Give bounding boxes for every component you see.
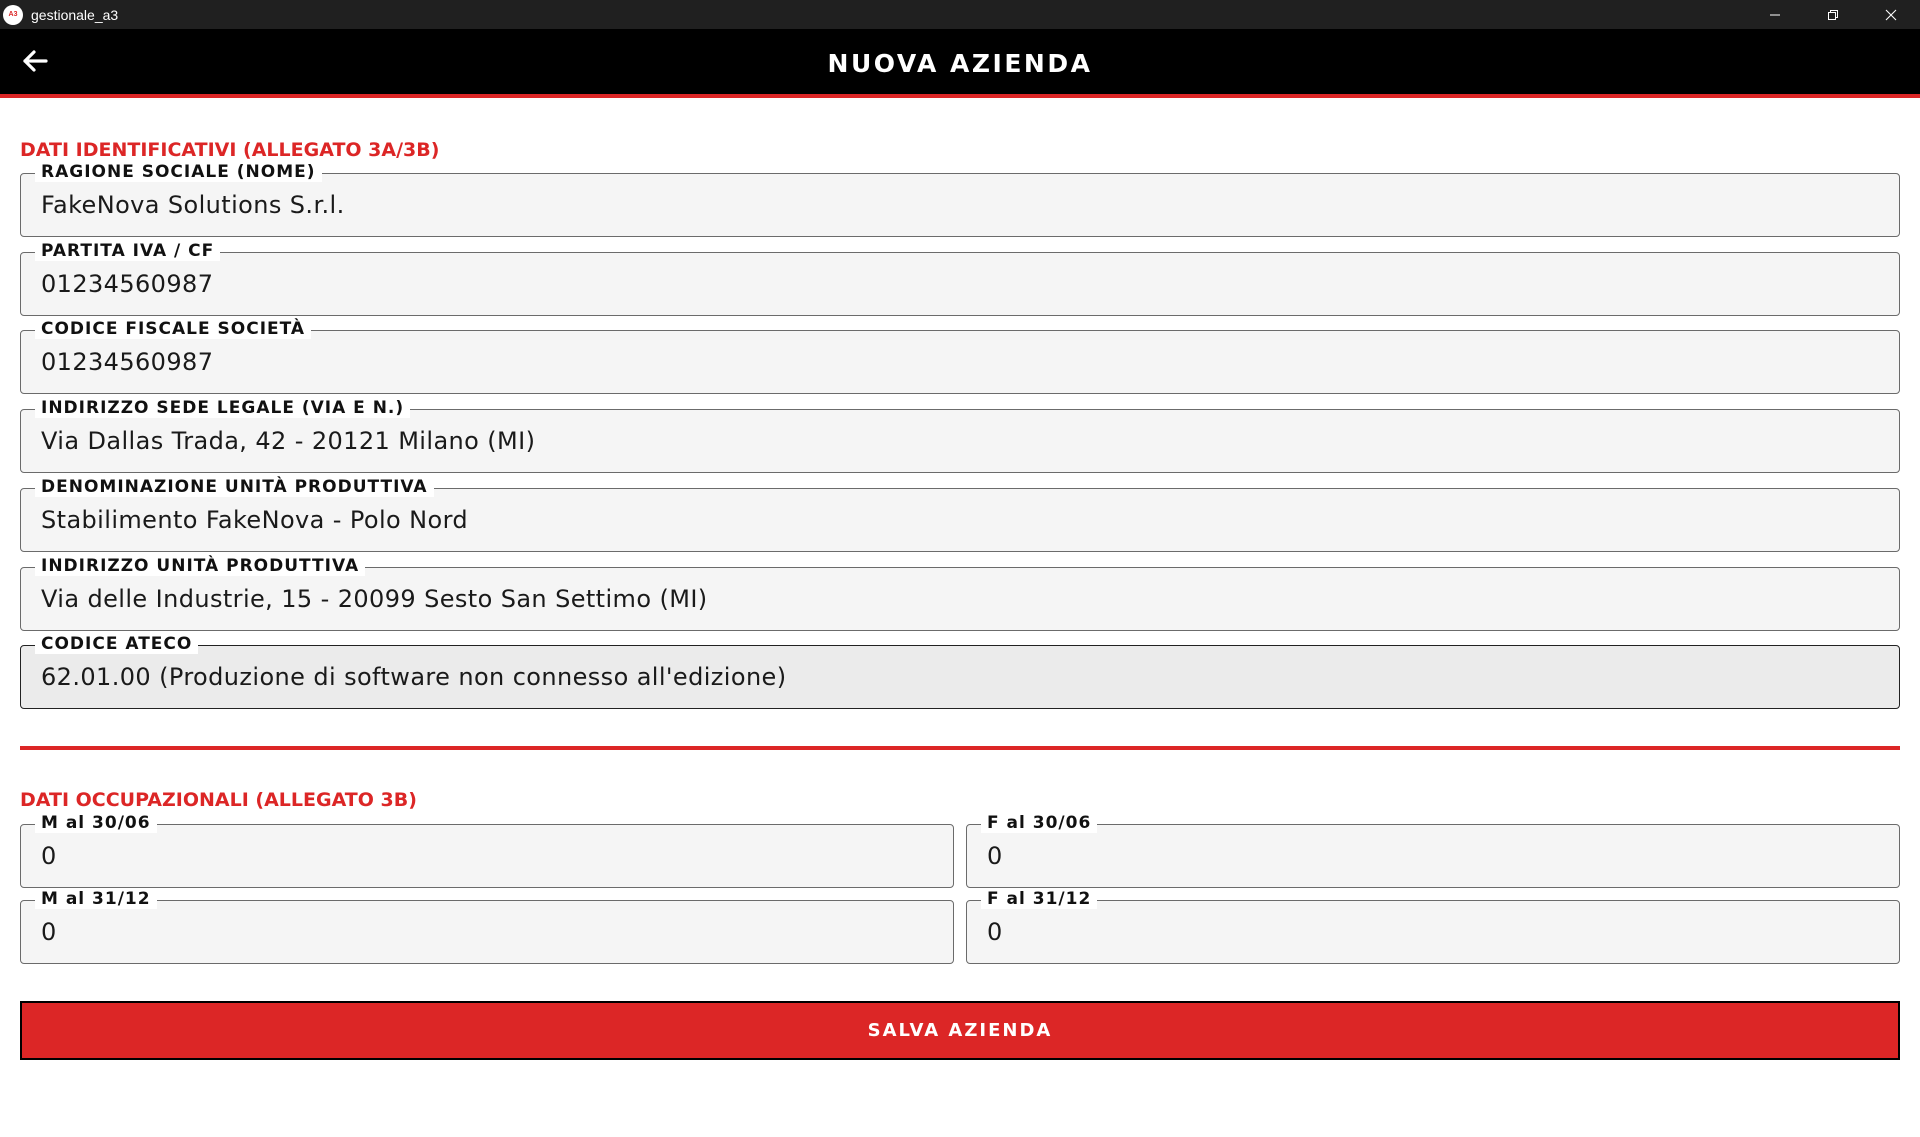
section-divider <box>20 746 1900 750</box>
field-value[interactable]: Via delle Industrie, 15 - 20099 Sesto San Settimo (MI) <box>41 585 708 613</box>
minimize-icon[interactable] <box>1746 0 1804 29</box>
page-title: NUOVA AZIENDA <box>827 49 1093 78</box>
app-logo-icon <box>3 5 23 25</box>
field-label: CODICE FISCALE SOCIETÀ <box>35 319 311 339</box>
field-value[interactable]: FakeNova Solutions S.r.l. <box>41 191 345 219</box>
field-value[interactable]: 0 <box>41 842 57 870</box>
section-title-identification: DATI IDENTIFICATIVI (ALLEGATO 3A/3B) <box>20 139 440 161</box>
save-company-button[interactable] <box>20 1001 1900 1060</box>
field-label: DENOMINAZIONE UNITÀ PRODUTTIVA <box>35 477 434 497</box>
field-label: RAGIONE SOCIALE (NOME) <box>35 162 322 182</box>
window-titlebar <box>0 0 1920 29</box>
field-label: M al 31/12 <box>35 889 157 909</box>
window-controls <box>1746 0 1920 29</box>
female-june-field[interactable] <box>966 813 1900 888</box>
field-value[interactable]: 62.01.00 (Produzione di software non connesso all'edizione) <box>41 663 787 691</box>
field-value[interactable]: 0 <box>987 842 1003 870</box>
close-icon[interactable] <box>1862 0 1920 29</box>
field-label: CODICE ATECO <box>35 634 198 654</box>
field-label: F al 31/12 <box>981 889 1097 909</box>
production-unit-address-field[interactable] <box>20 556 1900 631</box>
field-value[interactable]: 01234560987 <box>41 348 214 376</box>
male-december-field[interactable] <box>20 889 954 964</box>
female-december-field[interactable] <box>966 889 1900 964</box>
field-label: F al 30/06 <box>981 813 1097 833</box>
company-name-field[interactable] <box>20 162 1900 237</box>
field-value[interactable]: Via Dallas Trada, 42 - 20121 Milano (MI) <box>41 427 536 455</box>
window-title: gestionale_a3 <box>31 6 119 23</box>
field-value[interactable]: 0 <box>987 918 1003 946</box>
field-label: INDIRIZZO SEDE LEGALE (VIA E N.) <box>35 398 410 418</box>
field-label: PARTITA IVA / CF <box>35 241 220 261</box>
field-label: M al 30/06 <box>35 813 157 833</box>
section-title-employment: DATI OCCUPAZIONALI (ALLEGATO 3B) <box>20 789 417 811</box>
legal-address-field[interactable] <box>20 398 1900 473</box>
ateco-code-field[interactable] <box>20 634 1900 709</box>
save-button-label: SALVA AZIENDA <box>867 1020 1053 1041</box>
restore-icon[interactable] <box>1804 0 1862 29</box>
field-label: INDIRIZZO UNITÀ PRODUTTIVA <box>35 556 365 576</box>
vat-number-field[interactable] <box>20 241 1900 316</box>
field-value[interactable]: Stabilimento FakeNova - Polo Nord <box>41 506 469 534</box>
field-value[interactable]: 01234560987 <box>41 270 214 298</box>
field-value[interactable]: 0 <box>41 918 57 946</box>
tax-code-field[interactable] <box>20 319 1900 394</box>
production-unit-name-field[interactable] <box>20 477 1900 552</box>
app-header <box>0 29 1920 98</box>
app-logo-text: A3 <box>8 11 18 18</box>
male-june-field[interactable] <box>20 813 954 888</box>
